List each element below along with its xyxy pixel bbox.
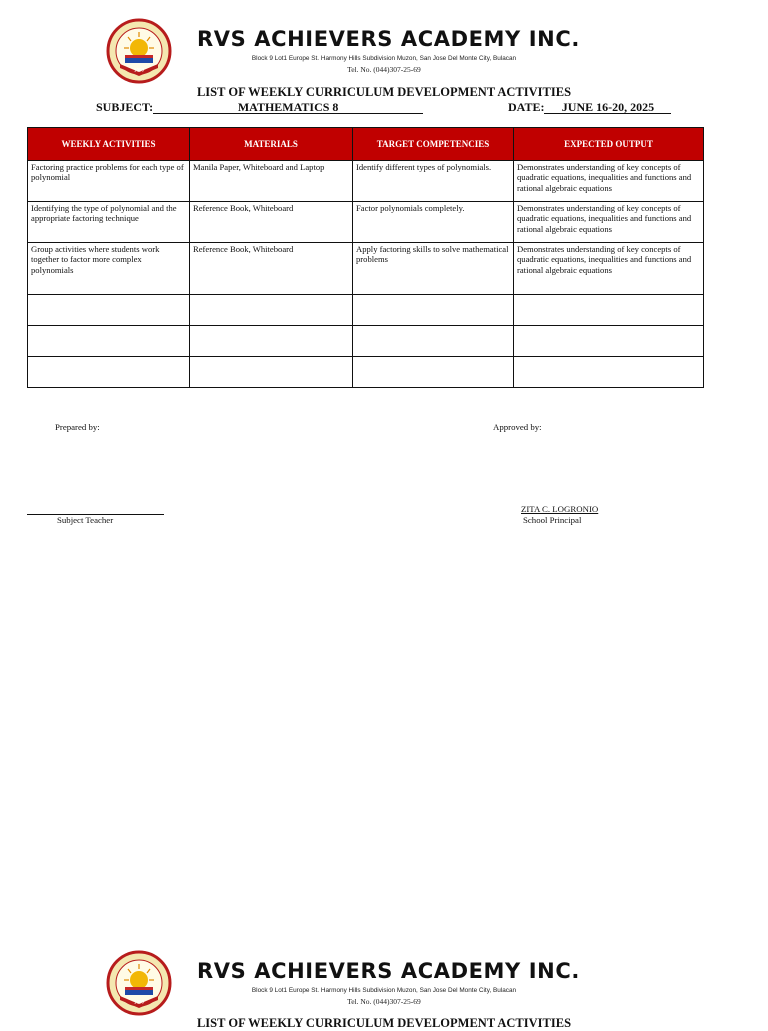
table-cell-competency: Identify different types of polynomials. [353, 161, 514, 202]
teacher-role: Subject Teacher [57, 515, 114, 525]
table-cell-competency: Factor polynomials completely. [353, 202, 514, 243]
subject-line [96, 100, 423, 115]
school-name: RVS ACHIEVERS ACADEMY INC. [197, 27, 580, 51]
principal-role: School Principal [523, 515, 582, 525]
school-address-page-2: Block 9 Lot1 Europe St. Harmony Hills Subdivision Muzon, San Jose Del Monte City, Bulacan [251, 987, 517, 994]
table-cell-activity [28, 357, 190, 388]
document-title-page-2: LIST OF WEEKLY CURRICULUM DEVELOPMENT ACTIVITIES [196, 1016, 572, 1030]
table-cell-competency [353, 326, 514, 357]
svg-text:1999: 1999 [133, 999, 145, 1005]
table-cell-output [514, 326, 704, 357]
table-row [28, 326, 704, 357]
school-logo [106, 18, 172, 89]
table-cell-materials: Reference Book, Whiteboard [190, 243, 353, 295]
table-cell-activity: Factoring practice problems for each type of polynomial [28, 161, 190, 202]
table-cell-output: Demonstrates understanding of key concepts of quadratic equations, inequalities and functions and rational algebraic equations [514, 243, 704, 295]
table-cell-output: Demonstrates understanding of key concepts of quadratic equations, inequalities and functions and rational algebraic equations [514, 161, 704, 202]
table-cell-competency [353, 357, 514, 388]
school-name-page-2: RVS ACHIEVERS ACADEMY INC. [197, 959, 580, 983]
subject-value: MATHEMATICS 8 [153, 101, 423, 114]
school-seal-icon [106, 18, 172, 84]
prepared-by-label: Prepared by: [55, 422, 100, 432]
school-address: Block 9 Lot1 Europe St. Harmony Hills Subdivision Muzon, San Jose Del Monte City, Bulacan [251, 55, 517, 62]
column-header-weekly-activities: WEEKLY ACTIVITIES [28, 128, 190, 161]
table-row [28, 161, 704, 202]
table-row [28, 202, 704, 243]
table-row [28, 357, 704, 388]
table-cell-materials [190, 326, 353, 357]
school-telephone: Tel. No. (044)307-25-69 [347, 65, 421, 74]
principal-name: ZITA C. LOGRONIO [521, 504, 599, 514]
school-logo-page-2 [106, 950, 172, 1021]
table-cell-activity [28, 295, 190, 326]
column-header-target-competencies: TARGET COMPETENCIES [353, 128, 514, 161]
document-title: LIST OF WEEKLY CURRICULUM DEVELOPMENT ACTIVITIES [196, 85, 572, 99]
date-value: JUNE 16-20, 2025 [544, 101, 671, 114]
table-header-row [28, 128, 704, 161]
subject-label: SUBJECT: [96, 100, 154, 114]
table-cell-activity: Identifying the type of polynomial and the appropriate factoring technique [28, 202, 190, 243]
column-header-materials: MATERIALS [190, 128, 353, 161]
table-row [28, 243, 704, 295]
table-cell-competency: Apply factoring skills to solve mathematical problems [353, 243, 514, 295]
table-row [28, 295, 704, 326]
table-cell-competency [353, 295, 514, 326]
date-line [508, 100, 671, 115]
date-label: DATE: [508, 100, 545, 114]
table-cell-activity [28, 326, 190, 357]
table-cell-output: Demonstrates understanding of key concepts of quadratic equations, inequalities and functions and rational algebraic equations [514, 202, 704, 243]
table-cell-materials [190, 295, 353, 326]
school-seal-icon [106, 950, 172, 1016]
table-cell-materials [190, 357, 353, 388]
activities-table [27, 127, 704, 388]
table-cell-materials: Manila Paper, Whiteboard and Laptop [190, 161, 353, 202]
table-cell-materials: Reference Book, Whiteboard [190, 202, 353, 243]
table-cell-output [514, 295, 704, 326]
svg-text:1999: 1999 [133, 67, 145, 73]
table-cell-activity: Group activities where students work together to factor more complex polynomials [28, 243, 190, 295]
column-header-expected-output: EXPECTED OUTPUT [514, 128, 704, 161]
approved-by-label: Approved by: [493, 422, 542, 432]
table-cell-output [514, 357, 704, 388]
school-telephone-page-2: Tel. No. (044)307-25-69 [347, 997, 421, 1006]
